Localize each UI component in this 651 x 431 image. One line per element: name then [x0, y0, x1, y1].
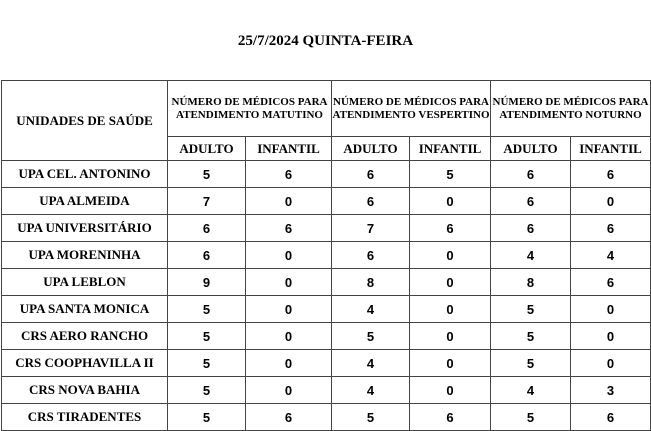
- doctor-count: 6: [571, 269, 651, 296]
- doctor-count: 5: [332, 323, 410, 350]
- doctor-count: 6: [168, 215, 246, 242]
- doctor-count: 5: [168, 161, 246, 188]
- doctor-count: 0: [246, 188, 332, 215]
- doctor-count: 9: [168, 269, 246, 296]
- doctor-count: 8: [332, 269, 410, 296]
- unit-name: CRS COOPHAVILLA II: [2, 350, 168, 377]
- doctor-count: 0: [246, 350, 332, 377]
- doctor-count: 0: [410, 377, 491, 404]
- doctor-count: 5: [491, 350, 571, 377]
- doctor-count: 6: [571, 215, 651, 242]
- doctor-count: 6: [571, 404, 651, 431]
- unit-name: CRS NOVA BAHIA: [2, 377, 168, 404]
- doctor-count: 5: [491, 323, 571, 350]
- doctor-count: 8: [491, 269, 571, 296]
- doctor-count: 0: [410, 269, 491, 296]
- table-row: [2, 242, 651, 269]
- doctor-count: 6: [332, 161, 410, 188]
- doctors-schedule-table: [1, 80, 651, 431]
- doctor-count: 4: [571, 242, 651, 269]
- table-row: [2, 323, 651, 350]
- doctor-count: 6: [246, 215, 332, 242]
- doctor-count: 0: [410, 188, 491, 215]
- units-header: UNIDADES DE SAÚDE: [2, 81, 168, 161]
- table-row: [2, 350, 651, 377]
- doctor-count: 6: [410, 215, 491, 242]
- doctor-count: 0: [246, 296, 332, 323]
- doctor-count: 0: [246, 377, 332, 404]
- doctor-count: 3: [571, 377, 651, 404]
- doctor-count: 6: [491, 188, 571, 215]
- doctor-count: 6: [246, 161, 332, 188]
- doctor-count: 5: [168, 377, 246, 404]
- unit-name: UPA ALMEIDA: [2, 188, 168, 215]
- table-row: [2, 215, 651, 242]
- doctor-count: 0: [410, 242, 491, 269]
- sub-header: ADULTO: [332, 137, 410, 161]
- doctor-count: 6: [491, 215, 571, 242]
- doctor-count: 5: [491, 404, 571, 431]
- unit-name: CRS AERO RANCHO: [2, 323, 168, 350]
- unit-name: UPA LEBLON: [2, 269, 168, 296]
- doctor-count: 6: [168, 242, 246, 269]
- doctor-count: 6: [491, 161, 571, 188]
- doctor-count: 0: [571, 323, 651, 350]
- sub-header: ADULTO: [168, 137, 246, 161]
- doctor-count: 0: [246, 323, 332, 350]
- table-row: [2, 404, 651, 431]
- doctor-count: 4: [491, 242, 571, 269]
- doctor-count: 0: [246, 242, 332, 269]
- table-row: [2, 377, 651, 404]
- doctor-count: 0: [246, 269, 332, 296]
- sub-header: INFANTIL: [571, 137, 651, 161]
- table-row: [2, 188, 651, 215]
- page-title: 25/7/2024 QUINTA-FEIRA: [237, 33, 414, 49]
- unit-name: UPA MORENINHA: [2, 242, 168, 269]
- doctor-count: 7: [332, 215, 410, 242]
- night-header: NÚMERO DE MÉDICOS PARA ATENDIMENTO NOTURNO: [491, 81, 651, 137]
- doctor-count: 6: [332, 188, 410, 215]
- sub-header: INFANTIL: [410, 137, 491, 161]
- afternoon-header: NÚMERO DE MÉDICOS PARA ATENDIMENTO VESPERTINO: [332, 81, 491, 137]
- doctor-count: 4: [332, 296, 410, 323]
- doctor-count: 6: [246, 404, 332, 431]
- doctor-count: 4: [332, 377, 410, 404]
- doctor-count: 7: [168, 188, 246, 215]
- doctor-count: 6: [410, 404, 491, 431]
- unit-name: CRS TIRADENTES: [2, 404, 168, 431]
- doctor-count: 4: [491, 377, 571, 404]
- doctor-count: 5: [168, 323, 246, 350]
- doctor-count: 5: [491, 296, 571, 323]
- doctor-count: 6: [332, 242, 410, 269]
- table-row: [2, 296, 651, 323]
- doctor-count: 0: [571, 296, 651, 323]
- unit-name: UPA SANTA MONICA: [2, 296, 168, 323]
- sub-header: INFANTIL: [246, 137, 332, 161]
- morning-header: NÚMERO DE MÉDICOS PARA ATENDIMENTO MATUTINO: [168, 81, 332, 137]
- unit-name: UPA UNIVERSITÁRIO: [2, 215, 168, 242]
- doctor-count: 6: [571, 161, 651, 188]
- doctor-count: 4: [332, 350, 410, 377]
- doctor-count: 0: [571, 188, 651, 215]
- doctor-count: 5: [168, 404, 246, 431]
- doctor-count: 5: [168, 350, 246, 377]
- doctor-count: 5: [168, 296, 246, 323]
- doctor-count: 0: [410, 350, 491, 377]
- table-row: [2, 161, 651, 188]
- header-row: [2, 81, 651, 137]
- doctor-count: 5: [410, 161, 491, 188]
- doctor-count: 0: [410, 323, 491, 350]
- sub-header: ADULTO: [491, 137, 571, 161]
- doctor-count: 0: [571, 350, 651, 377]
- doctor-count: 5: [332, 404, 410, 431]
- doctor-count: 0: [410, 296, 491, 323]
- unit-name: UPA CEL. ANTONINO: [2, 161, 168, 188]
- table-row: [2, 269, 651, 296]
